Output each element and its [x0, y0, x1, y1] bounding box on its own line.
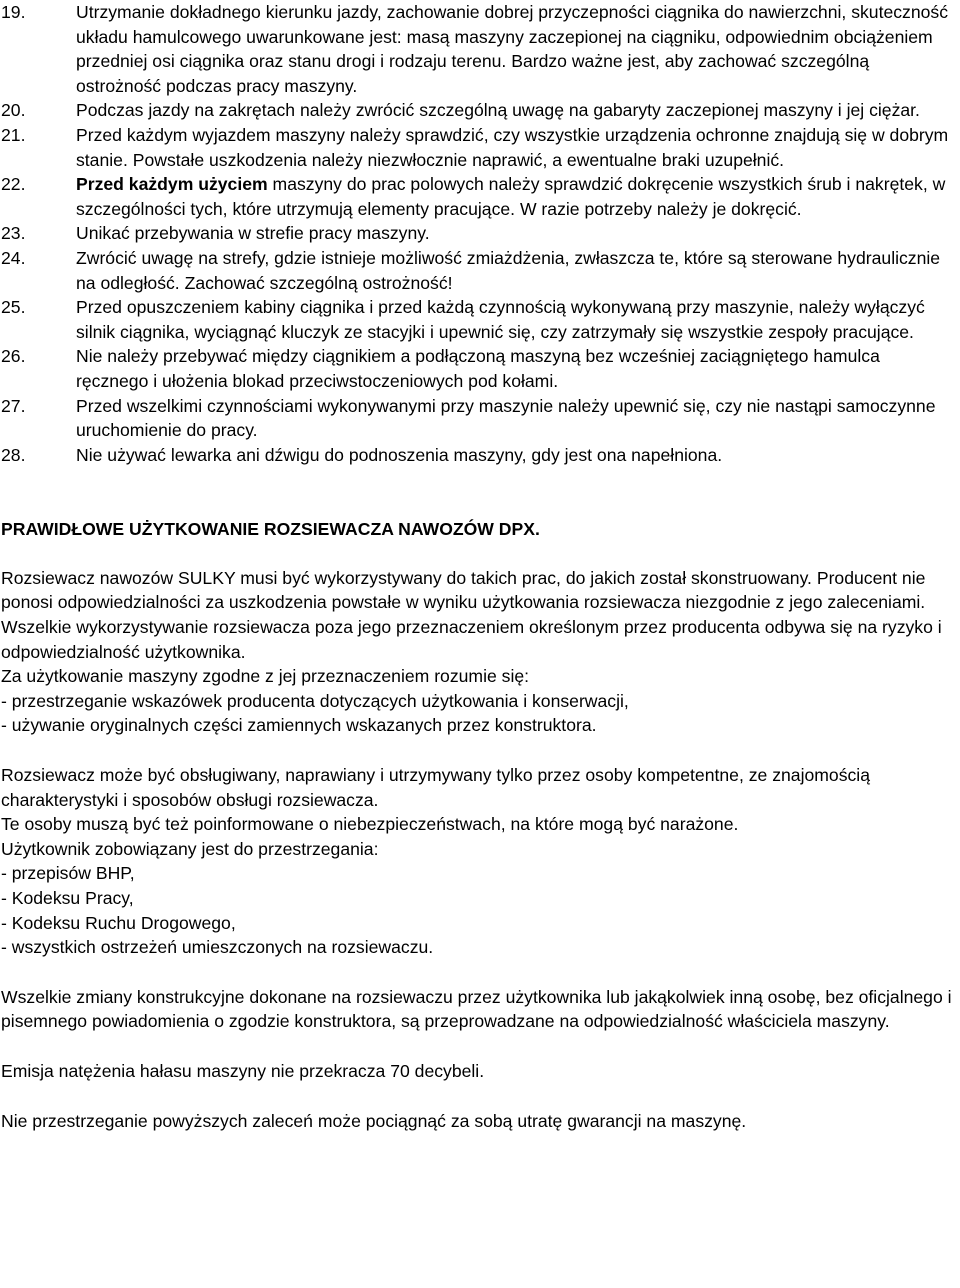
item-bold-lead: Przed każdym użyciem	[76, 174, 268, 195]
item-text: Utrzymanie dokładnego kierunku jazdy, zachowanie dobrej przyczepności ciągnika do nawierzchni, skuteczność układu hamulcowego uwarunkowane jest: masą maszyny zaczepionej na ciągniku, odpowiednim obciążeniem przedniej osi ciągnika oraz stanu drogi i rodzaju terenu. Bardzo ważne jest, aby zachować szczególną ostrożność podczas pracy maszyny.	[76, 2, 948, 96]
bullet-line: - przepisów BHP,	[1, 863, 135, 884]
item-text: Przed opuszczeniem kabiny ciągnika i przed każdą czynnością wykonywaną przy maszynie, należy wyłączyć silnik ciągnika, wyciągnąć kluczyk ze stacyjki i upewnić się, czy zatrzymały się wszystkie zespoły pracujące.	[76, 297, 925, 342]
paragraph: Wszelkie zmiany konstrukcyjne dokonane na rozsiewaczu przez użytkownika lub jakąkolwiek inną osobę, bez oficjalnego i pisemnego powiadomienia o zgodzie konstruktora, są przeprowadzane na odpowiedzialność właściciela maszyny.	[1, 986, 952, 1032]
spacer	[1, 960, 953, 985]
paragraph: Nie przestrzeganie powyższych zaleceń może pociągnąć za sobą utratę gwarancji na maszynę.	[1, 1110, 747, 1131]
item-text: Podczas jazdy na zakrętach należy zwrócić szczególną uwagę na gabaryty zaczepionej maszyny i jej ciężar.	[76, 100, 920, 121]
bullet-line: - używanie oryginalnych części zamiennych wskazanych przez konstruktora.	[1, 715, 597, 736]
spacer	[1, 1034, 953, 1059]
item-text: Unikać przebywania w strefie pracy maszyny.	[76, 223, 430, 244]
item-text: Nie używać lewarka ani dźwigu do podnoszenia maszyny, gdy jest ona napełniona.	[76, 444, 723, 465]
paragraph: Użytkownik zobowiązany jest do przestrzegania:	[1, 838, 379, 859]
item-text: Przed każdym wyjazdem maszyny należy sprawdzić, czy wszystkie urządzenia ochronne znajdują się w dobrym stanie. Powstałe uszkodzenia należy niezwłocznie naprawić, a ewentualne braki uzupełnić.	[76, 124, 949, 170]
item-text	[76, 172, 953, 221]
list-item-25	[1, 295, 953, 344]
item-number: 21.	[1, 124, 26, 145]
item-number: 23.	[1, 223, 26, 244]
list-item-27	[1, 394, 953, 443]
spacer	[1, 738, 953, 763]
item-text-rest: maszyny do prac polowych należy sprawdzić dokręcenie wszystkich śrub i nakrętek, w szczególności tych, które utrzymują elementy pracujące. W razie potrzeby należy je dokręcić.	[76, 174, 946, 219]
bullet-line: - przestrzeganie wskazówek producenta dotyczących użytkowania i konserwacji,	[1, 690, 629, 711]
list-item-23	[1, 221, 953, 246]
paragraph: Rozsiewacz nawozów SULKY musi być wykorzystywany do takich prac, do jakich został skonstruowany. Producent nie ponosi odpowiedzialności za uszkodzenia powstałe w wyniku użytkowania rozsiewacza niezgodnie z jego zaleceniami.	[1, 567, 926, 613]
spacer	[1, 1084, 953, 1109]
paragraph: Rozsiewacz może być obsługiwany, naprawiany i utrzymywany tylko przez osoby kompetentne, ze znajomością charakterystyki i sposobów obsługi rozsiewacza.	[1, 765, 870, 810]
list-item-19	[1, 0, 953, 98]
item-number: 27.	[1, 395, 26, 416]
item-number: 26.	[1, 346, 26, 367]
section-heading: PRAWIDŁOWE UŻYTKOWANIE ROZSIEWACZA NAWOZÓW DPX.	[1, 519, 540, 540]
item-number: 25.	[1, 297, 26, 318]
list-item-21	[1, 123, 953, 172]
spacer	[1, 542, 953, 566]
item-text: Przed wszelkimi czynnościami wykonywanymi przy maszynie należy upewnić się, czy nie nastąpi samoczynne uruchomienie do pracy.	[76, 395, 936, 441]
item-number: 20.	[1, 100, 26, 121]
bullet-line: - Kodeksu Ruchu Drogowego,	[1, 912, 236, 933]
list-item-24	[1, 246, 953, 295]
list-item-20	[1, 98, 953, 123]
item-number: 22.	[1, 174, 26, 195]
list-item-22	[1, 172, 953, 221]
list-item-26	[1, 344, 953, 393]
item-number: 24.	[1, 247, 26, 268]
item-text: Zwrócić uwagę na strefy, gdzie istnieje możliwość zmiażdżenia, zwłaszcza te, które są sterowane hydraulicznie na odległość. Zachować szczególną ostrożność!	[76, 247, 941, 293]
spacer	[1, 492, 953, 517]
item-number: 19.	[1, 2, 26, 22]
spacer	[1, 467, 953, 492]
paragraph: Wszelkie wykorzystywanie rozsiewacza poza jego przeznaczeniem określonym przez producenta odbywa się na ryzyko i odpowiedzialność użytkownika.	[1, 617, 942, 662]
paragraph: Za użytkowanie maszyny zgodne z jej przeznaczeniem rozumie się:	[1, 666, 530, 687]
bullet-line: - wszystkich ostrzeżeń umieszczonych na rozsiewaczu.	[1, 937, 434, 958]
list-item-28	[1, 443, 953, 468]
paragraph: Te osoby muszą być też poinformowane o niebezpieczeństwach, na które mogą być narażone.	[1, 814, 739, 835]
paragraph: Emisja natężenia hałasu maszyny nie przekracza 70 decybeli.	[1, 1060, 485, 1081]
item-text: Nie należy przebywać między ciągnikiem a podłączoną maszyną bez wcześniej zaciągniętego hamulca ręcznego i ułożenia blokad przeciwstoczeniowych pod kołami.	[76, 346, 880, 391]
item-number: 28.	[1, 444, 26, 465]
bullet-line: - Kodeksu Pracy,	[1, 888, 134, 908]
